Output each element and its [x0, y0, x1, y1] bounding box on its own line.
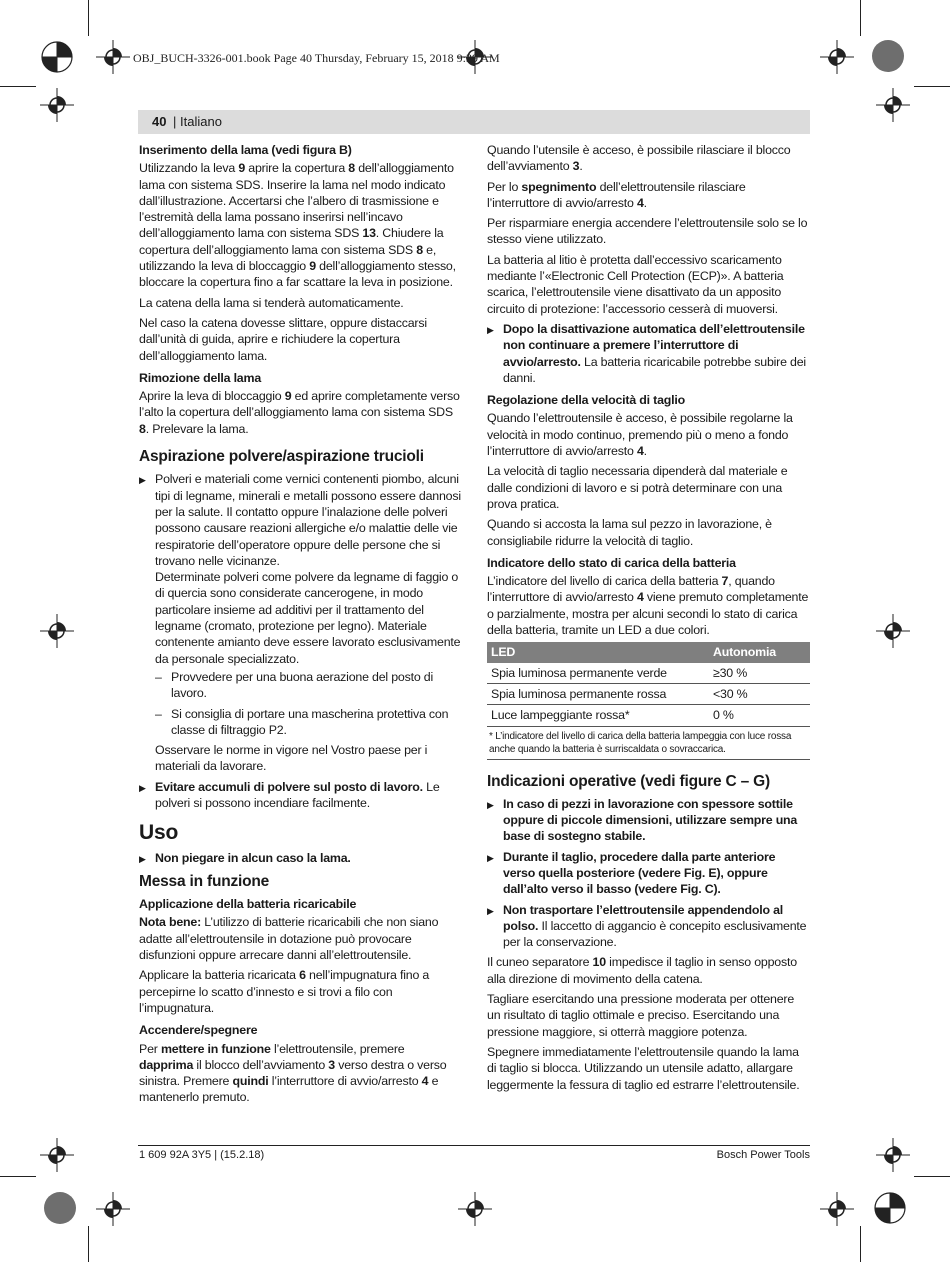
- table-header-autonomy: Autonomia: [709, 642, 810, 662]
- bullet-no-bend: ▶ Non piegare in alcun caso la lama.: [139, 850, 461, 866]
- footer-rule: [138, 1145, 810, 1146]
- paragraph-switch-off: Per lo spegnimento dell’elettroutensile rilasciare l’interruttore di avvio/arresto 4.: [487, 179, 746, 210]
- bullet-dust-hazard: ▶ Polveri e materiali come vernici contenenti piombo, alcuni tipi di legname, minerali e metalli possono essere dannosi per la salute. Il contatto oppure l’inalazione delle polveri possono causare reazioni allergiche e/o malattie delle vie respiratorie dell’operatore oppure delle persone che si trovano nelle vicinanze.: [139, 471, 461, 569]
- color-disc: [42, 1190, 78, 1226]
- right-column: [487, 142, 810, 1097]
- registration-mark: [40, 614, 74, 648]
- registration-mark: [40, 88, 74, 122]
- table-row: Luce lampeggiante rossa* 0 %: [487, 705, 810, 726]
- trim-line: [914, 1176, 950, 1177]
- charge-table: [487, 642, 810, 726]
- paragraph-release: Quando l’utensile è acceso, è possibile rilasciare il blocco dell’avviamento 3.: [487, 143, 791, 174]
- heading-onoff: Accendere/spegnere: [139, 1023, 258, 1038]
- table-header-led: LED: [487, 642, 709, 662]
- table-row: Spia luminosa permanente verde ≥30 %: [487, 663, 810, 684]
- registration-mark: [820, 1192, 854, 1226]
- table-footnote: * L’indicatore del livello di carica della batteria lampeggia con luce rossa anche quando la batteria è surriscaldata o sovraccarica.: [487, 727, 810, 760]
- page-number: 40: [152, 114, 167, 129]
- dash-mask: – Si consiglia di portare una mascherina protettiva con classe di filtraggio P2.: [139, 706, 461, 739]
- trim-line: [88, 1226, 89, 1262]
- header-language: | Italiano: [173, 114, 222, 129]
- table-row: Spia luminosa permanente rossa <30 %: [487, 683, 810, 704]
- heading-start: Messa in funzione: [139, 872, 270, 890]
- heading-battery: Applicazione della batteria ricaricabile: [139, 897, 357, 912]
- paragraph-remove-blade: Aprire la leva di bloccaggio 9 ed aprire completamente verso l’alto la copertura dell’alloggiamento lama con sistema SDS 8. Prelevare la lama.: [139, 389, 460, 436]
- trim-line: [914, 86, 950, 87]
- bullet-ops-carry: ▶ Non trasportare l’elettroutensile appendendolo al polso. Il laccetto di aggancio è concepito esclusivamente per la conservazione.: [487, 902, 810, 951]
- dash-ventilation: – Provvedere per una buona aerazione del posto di lavoro.: [139, 669, 461, 702]
- paragraph-ecp: La batteria al litio è protetta dall’eccessivo scaricamento mediante l’«Electronic Cell Protection (ECP)». A batteria scarica, l’elettroutensile viene disattivato da un apposito circuito di protezione: l’accessorio cesserà di muoversi.: [487, 252, 784, 316]
- trim-line: [860, 1226, 861, 1262]
- registration-mark: [876, 614, 910, 648]
- footer-brand: Bosch Power Tools: [716, 1149, 810, 1161]
- heading-insert-blade: Inserimento della lama (vedi figura B): [139, 143, 352, 157]
- paragraph-chain: La catena della lama si tenderà automaticamente.: [139, 295, 404, 310]
- registration-mark: [820, 40, 854, 74]
- paragraph-insert-blade: Utilizzando la leva 9 aprire la copertura 8 dell’alloggiamento lama con sistema SDS. Inserire la lama nel modo indicato dall’illustrazione. Accertarsi che l’albero di trasmissione e l’estremità della lama possano inserirsi nell’incavo dell’alloggiamento lama con sistema SDS 13. Chiudere la copertura dell’alloggiamento lama con sistema SDS 8 e, utilizzando la leva di bloccaggio 9 dell’alloggiamento stesso, bloccare la copertura fino a far scattare la leva in posizione.: [139, 161, 456, 290]
- heading-speed: Regolazione della velocità di taglio: [487, 393, 685, 408]
- paragraph-speed-approach: Quando si accosta la lama sul pezzo in lavorazione, è consigliabile ridurre la velocità di taglio.: [487, 517, 772, 548]
- heading-ops: Indicazioni operative (vedi figure C – G): [487, 772, 770, 790]
- footer-doc-number: 1 609 92A 3Y5 | (15.2.18): [139, 1149, 265, 1161]
- paragraph-nota: Nota bene: L’utilizzo di batterie ricaricabili che non siano adatte all’elettroutensile in dotazione può provocare disfunzioni oppure arrecare danni all’elettroutensile.: [139, 915, 439, 963]
- paragraph-regulations: Osservare le norme in vigore nel Vostro paese per i materiali da lavorare.: [155, 743, 428, 774]
- registration-mark: [872, 1190, 908, 1226]
- registration-mark: [96, 1192, 130, 1226]
- registration-mark: [96, 40, 130, 74]
- paragraph-slip: Nel caso la catena dovesse slittare, oppure distaccarsi dall’unità di guida, aprire e richiudere la copertura dell’alloggiamento lama.: [139, 315, 427, 363]
- registration-mark: [40, 40, 74, 74]
- paragraph-apply-battery: Applicare la batteria ricaricata 6 nell’impugnatura fino a percepirne lo scatto d’innesto e si trovi a filo con l’impugnatura.: [139, 968, 430, 1015]
- table-header-row: [487, 642, 810, 662]
- paragraph-speed: Quando l’elettroutensile è acceso, è possibile regolarne la velocità in modo continuo, premendo più o meno a fondo l’interruttore di avvio/arresto 4.: [487, 411, 793, 459]
- paragraph-charge: L’indicatore del livello di carica della batteria 7, quando l’interruttore di avvio/arresto 4 viene premuto completamente o parzialmente, mostra per alcuni secondi lo stato di carica della batteria, tramite un LED a due colori.: [487, 574, 809, 638]
- paragraph-carcinogenic: Determinate polveri come polvere da legname di faggio o di quercia sono considerate cancerogene, in modo particolare insieme ad additivi per il trattamento del legname (cromato, protezione per legno). Materiale contenente amianto deve essere lavorato esclusivamente da personale specializzato.: [155, 570, 461, 666]
- trim-line: [88, 0, 89, 36]
- paragraph-onoff: Per mettere in funzione l’elettroutensile, premere dapprima il blocco dell’avviamento 3 verso destra o verso sinistra. Premere quindi l’interruttore di avvio/arresto 4 e mantenerlo premuto.: [139, 1041, 447, 1105]
- trim-line: [0, 86, 36, 87]
- heading-remove-blade: Rimozione della lama: [139, 370, 262, 385]
- print-slug: OBJ_BUCH-3326-001.book Page 40 Thursday, February 15, 2018 9:39 AM: [133, 51, 500, 65]
- left-column: [139, 142, 461, 1110]
- heading-uso: Uso: [139, 821, 179, 845]
- trim-line: [860, 0, 861, 36]
- bullet-ops-direction: ▶ Durante il taglio, procedere dalla parte anteriore verso quella posteriore (vedere Fig. E), oppure dall’alto verso il basso (vedere Fig. C).: [487, 849, 810, 898]
- bullet-ops-support: ▶ In caso di pezzi in lavorazione con spessore sottile oppure di piccole dimensioni, utilizzare sempre una base di sostegno stabile.: [487, 796, 810, 845]
- registration-mark: [876, 1138, 910, 1172]
- trim-line: [0, 1176, 36, 1177]
- color-disc: [870, 38, 906, 74]
- paragraph-cut: Tagliare esercitando una pressione moderata per ottenere un risultato di taglio ottimale e preciso. Esercitando una pressione maggiore, si otterrà maggiore potenza.: [487, 992, 795, 1039]
- registration-mark: [876, 88, 910, 122]
- paragraph-wedge: Il cuneo separatore 10 impedisce il taglio in senso opposto alla direzione di movimento della catena.: [487, 955, 797, 986]
- paragraph-stop: Spegnere immediatamente l’elettroutensile quando la lama di taglio si blocca. Utilizzando un utensile adatto, allargare leggermente la fessura di taglio ed estrarre l’elettroutensile.: [487, 1044, 800, 1092]
- registration-mark: [458, 1192, 492, 1226]
- heading-charge: Indicatore dello stato di carica della batteria: [487, 555, 736, 570]
- bullet-ecp: ▶ Dopo la disattivazione automatica dell’elettroutensile non continuare a premere l’interruttore di avvio/arresto. La batteria ricaricabile potrebbe subire dei danni.: [487, 321, 810, 386]
- paragraph-energy: Per risparmiare energia accendere l’elettroutensile solo se lo stesso viene utilizzato.: [487, 216, 808, 247]
- bullet-dust-accumulation: ▶ Evitare accumuli di polvere sul posto di lavoro. Le polveri si possono incendiare facilmente.: [139, 779, 461, 812]
- heading-dust: Aspirazione polvere/aspirazione trucioli: [139, 448, 424, 466]
- registration-mark: [40, 1138, 74, 1172]
- page-header: [138, 110, 810, 134]
- paragraph-speed-material: La velocità di taglio necessaria dipenderà dal materiale e dalle condizioni di lavoro e si potrà determinare con una prova pratica.: [487, 464, 788, 511]
